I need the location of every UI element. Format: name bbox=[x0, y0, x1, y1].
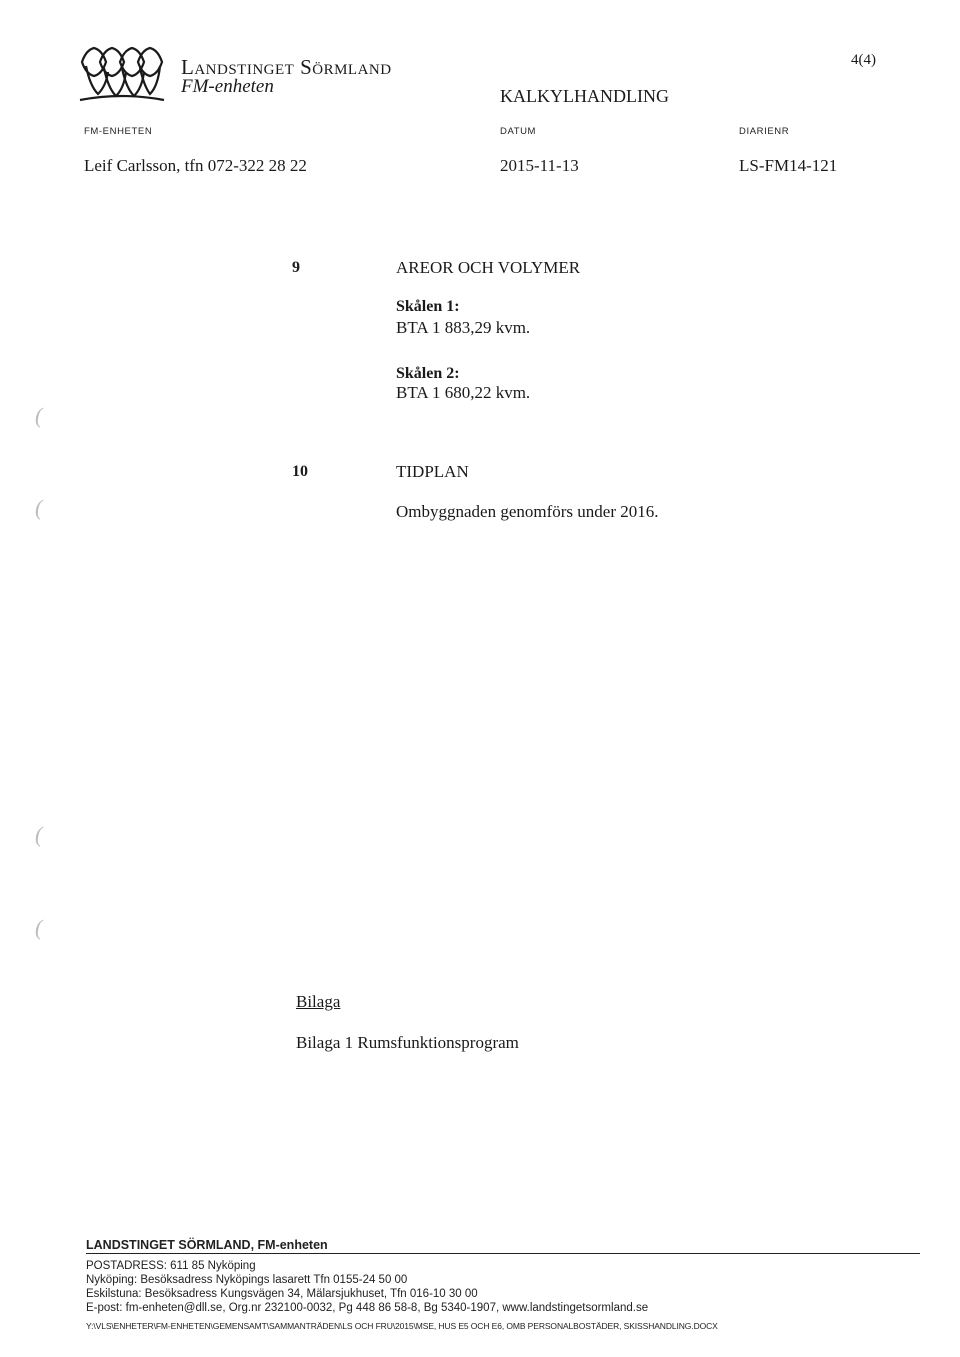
contact-value: Leif Carlsson, tfn 072-322 28 22 bbox=[84, 156, 307, 175]
attachment-item: Bilaga 1 Rumsfunktionsprogram bbox=[296, 1033, 519, 1052]
date-value: 2015-11-13 bbox=[500, 156, 579, 175]
unit-label: FM-ENHETEN bbox=[84, 126, 153, 137]
margin-bracket-icon: ( bbox=[35, 822, 43, 847]
section-title: AREOR OCH VOLYMER bbox=[396, 258, 581, 277]
document-type: KALKYLHANDLING bbox=[500, 86, 669, 106]
section-number: 9 bbox=[292, 259, 300, 276]
area-heading: Skålen 2: bbox=[396, 365, 460, 382]
footer-file-path: Y:\VLS\ENHETER\FM-ENHETEN\GEMENSAMT\SAMMANTRÄDEN\LS OCH FRU\2015\MSE, HUS E5 OCH E6, OMB PERSONALBOSTÄDER, SKISSHANDLING.DOCX bbox=[86, 1321, 718, 1331]
landstinget-logo-icon bbox=[76, 44, 168, 104]
footer-divider bbox=[86, 1253, 920, 1254]
area-heading: Skålen 1: bbox=[396, 298, 460, 315]
margin-bracket-icon: ( bbox=[35, 915, 43, 940]
section-title: TIDPLAN bbox=[396, 462, 469, 481]
attachment-heading: Bilaga bbox=[296, 992, 341, 1011]
footer-contact: E-post: fm-enheten@dll.se, Org.nr 232100-0032, Pg 448 86 58-8, Bg 5340-1907, www.landstingetsormland.se bbox=[86, 1302, 649, 1314]
area-value: BTA 1 883,29 kvm. bbox=[396, 318, 531, 337]
margin-bracket-icon: ( bbox=[35, 495, 43, 520]
area-value: BTA 1 680,22 kvm. bbox=[396, 383, 531, 402]
section-text: Ombyggnaden genomförs under 2016. bbox=[396, 502, 659, 521]
section-number: 10 bbox=[292, 463, 308, 480]
diarienr-label: DIARIENR bbox=[739, 126, 790, 137]
page-number: 4(4) bbox=[851, 52, 876, 68]
footer-eskilstuna: Eskilstuna: Besöksadress Kungsvägen 34, Mälarsjukhuset, Tfn 016-10 30 00 bbox=[86, 1288, 478, 1300]
footer-postal: POSTADRESS: 611 85 Nyköping bbox=[86, 1260, 256, 1272]
footer-org: LANDSTINGET SÖRMLAND, FM-enheten bbox=[86, 1238, 328, 1252]
margin-bracket-icon: ( bbox=[35, 403, 43, 428]
date-label: DATUM bbox=[500, 126, 537, 137]
org-name: Landstinget Sörmland bbox=[181, 55, 392, 79]
org-unit: FM-enheten bbox=[181, 76, 274, 97]
diarienr-value: LS-FM14-121 bbox=[739, 156, 838, 175]
footer-nykoping: Nyköping: Besöksadress Nyköpings lasarett Tfn 0155-24 50 00 bbox=[86, 1274, 408, 1286]
